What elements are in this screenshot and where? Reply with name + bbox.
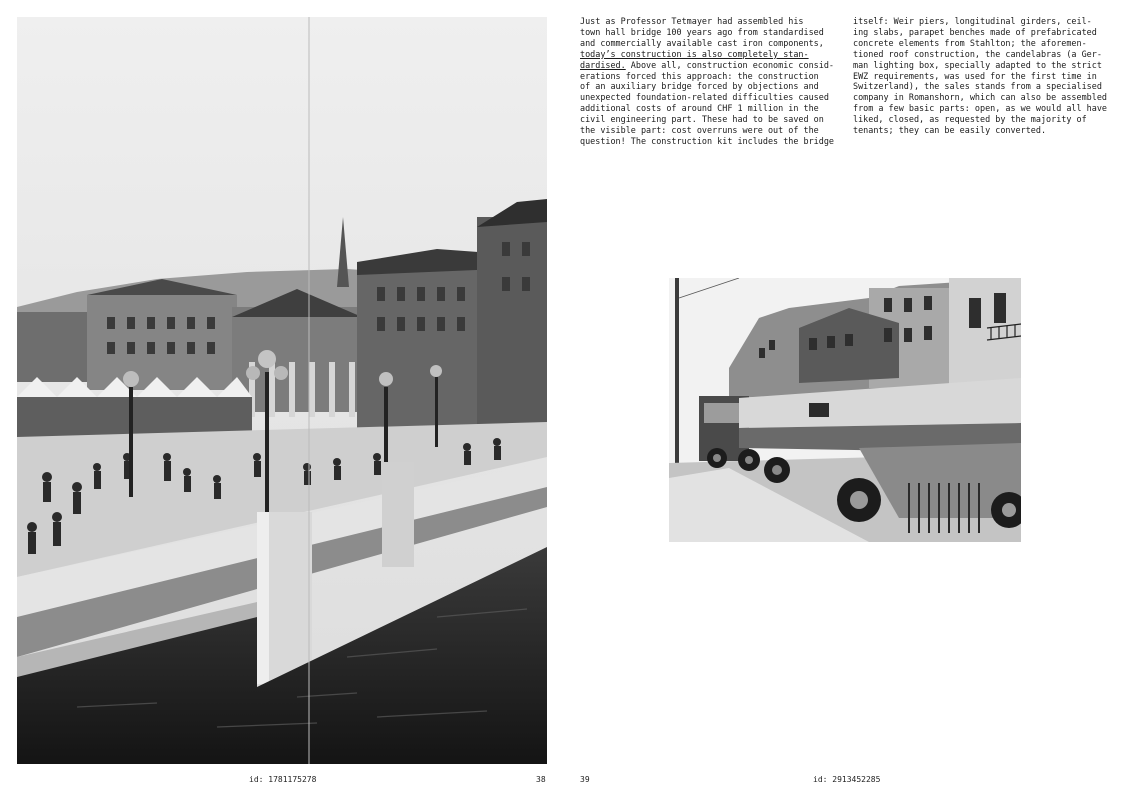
right-footer-id: id: 2913452285 [813,775,881,784]
col1-line-8: unexpected foundation-related difficulties caused [580,92,829,103]
col1-line-7: of an auxiliary bridge forced by objections and [580,81,819,92]
col1-line-10: civil engineering part. These had to be saved on [580,114,824,125]
col2-line-10: liked, closed, as requested by the majority of [853,114,1087,125]
trucks-photo [669,278,1021,542]
col2-line-7: Switzerland), the sales stands from a specialised [853,81,1102,92]
col1-line-2: town hall bridge 100 years ago from standardised [580,26,824,37]
col1-line-3: and commercially available cast iron components, [580,37,824,48]
col2-line-1: itself: Weir piers, longitudinal girders, ceil- [853,16,1092,26]
col2-line-5: man lighting box, specially adapted to the strict [853,59,1102,70]
body-text-column-1 [580,16,842,147]
body-text-column-2 [853,16,1115,136]
col1-fragment-rest: Above all, construction economic consid- [625,59,834,70]
bridge-photo [17,17,547,764]
col1-line-9: additional costs of around CHF 1 million in the [580,103,819,114]
col1-underlined-fragment: dardised. [580,59,626,70]
col2-line-11: tenants; they can be easily converted. [853,125,1047,136]
col2-line-8: company in Romanshorn, which can also be assembled [853,92,1107,103]
col1-underlined-line: today’s construction is also completely stan- [580,48,809,59]
left-footer-id: id: 1781175278 [249,775,317,784]
col1-line-11: the visible part: cost overruns were out of the [580,125,819,136]
col1-line-12: question! The construction kit includes the bridge [580,135,834,146]
col1-line-6: erations forced this approach: the construction [580,70,819,81]
right-page-number: 39 [580,775,590,784]
col2-line-4: tioned roof construction, the candelabras (a Ger- [853,48,1102,59]
col2-line-6: EWZ requirements, was used for the first time in [853,70,1097,81]
col2-line-9: from a few basic parts: open, as we would all have [853,103,1107,114]
col2-line-2: ing slabs, parapet benches made of prefabricated [853,26,1097,37]
col2-line-3: concrete elements from Stahlton; the aforemen- [853,37,1087,48]
left-page-number: 38 [536,775,546,784]
col1-line-1: Just as Professor Tetmayer had assembled his [580,16,804,26]
